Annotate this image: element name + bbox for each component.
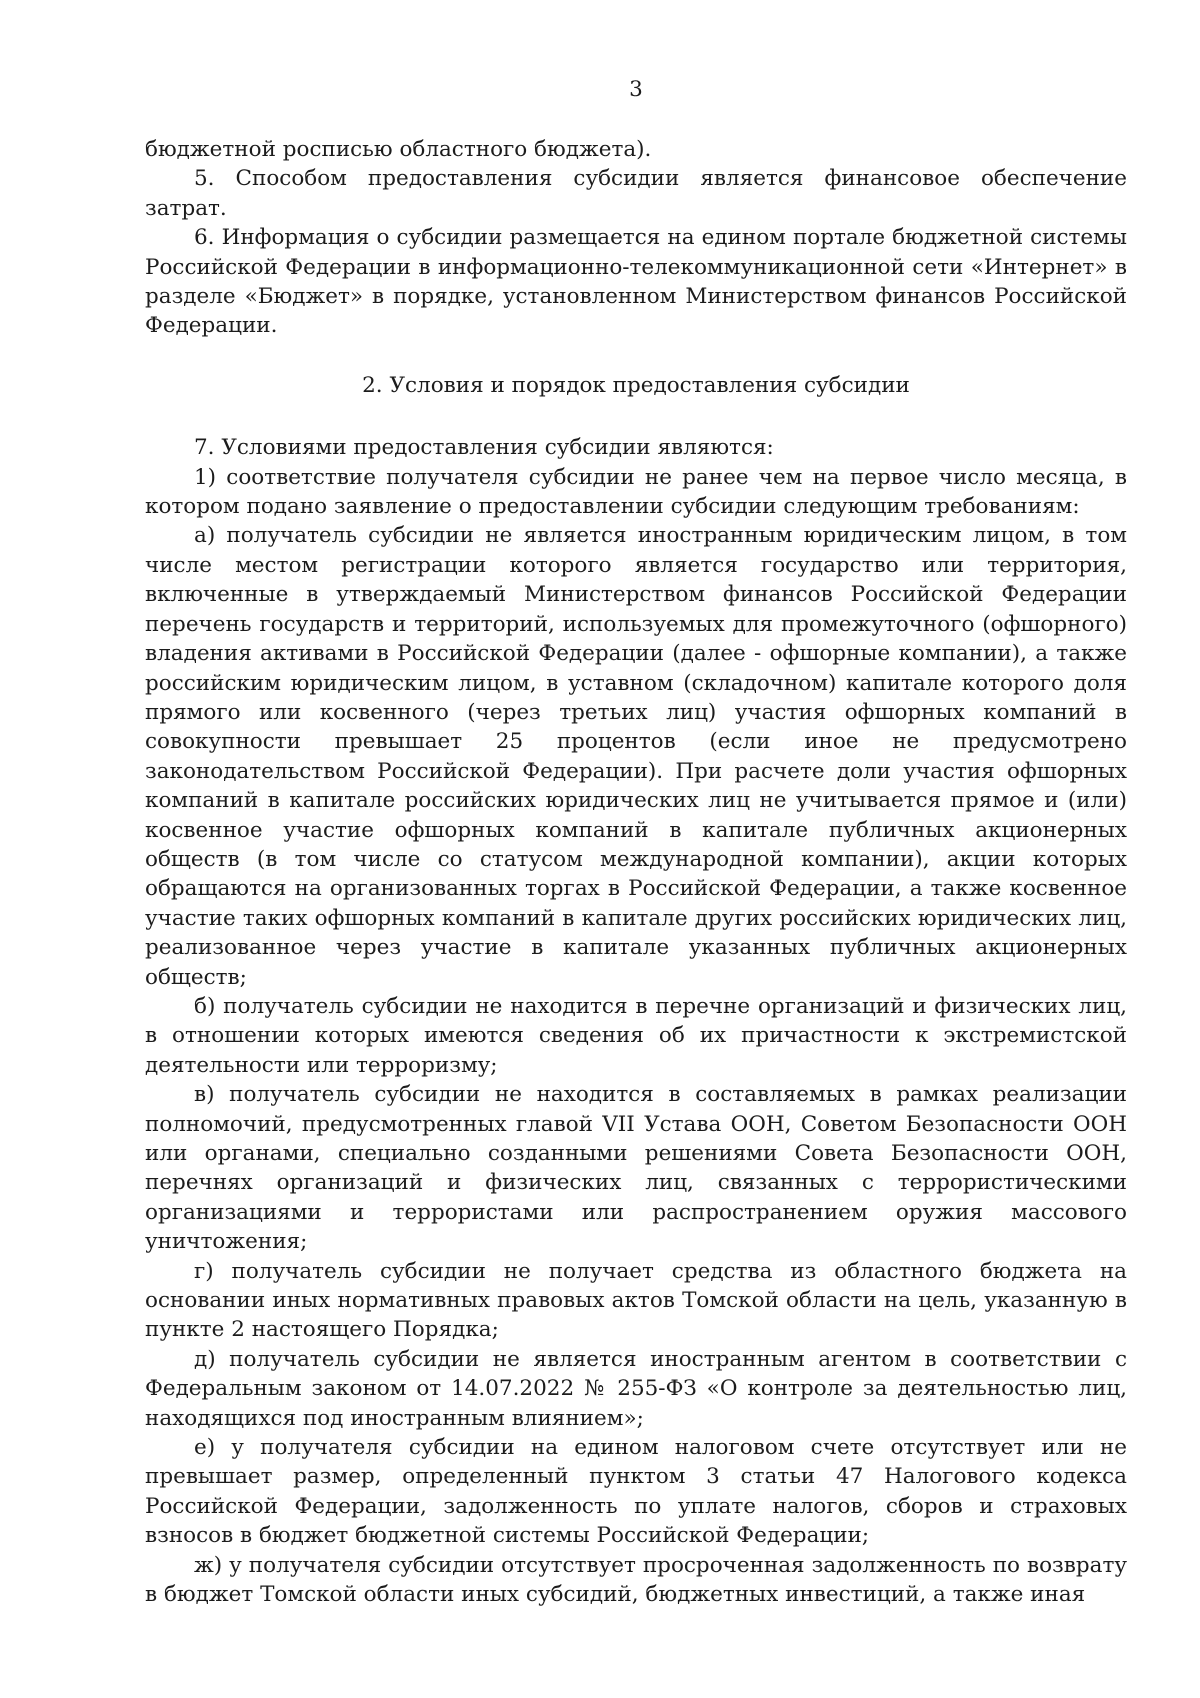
- paragraph-subitem-b: б) получатель субсидии не находится в перечне организаций и физических лиц, в отношении которых имеются сведения об их причастности к экстремистской деятельности или терроризму;: [145, 993, 1127, 1078]
- paragraph-subitem-v: в) получатель субсидии не находится в составляемых в рамках реализации полномочий, предусмотренных главой VII Устава ООН, Советом Безопасности ООН или органами, специально созданными решениями Совета Безопасности ООН, перечнях организаций и физических лиц, связанных с террористическими организациями и террористами или распространением оружия массового уничтожения;: [145, 1082, 1127, 1255]
- document-page: [145, 70, 1127, 1610]
- paragraph-subitem-d: д) получатель субсидии не является иностранным агентом в соответствии с Федеральным законом от 14.07.2022 № 255-ФЗ «О контроле за деятельностью лиц, находящихся под иностранным влиянием»;: [145, 1346, 1127, 1431]
- paragraph-item-5: 5. Способом предоставления субсидии является финансовое обеспечение затрат.: [145, 166, 1127, 221]
- paragraph-item-6: 6. Информация о субсидии размещается на едином портале бюджетной системы Российской Федерации в информационно-телекоммуникационной сети «Интернет» в разделе «Бюджет» в порядке, установленном Министерством финансов Российской Федерации.: [145, 225, 1127, 339]
- page-number: 3: [629, 77, 643, 102]
- paragraph-subitem-a: а) получатель субсидии не является иностранным юридическим лицом, в том числе местом регистрации которого является государство или территория, включенные в утверждаемый Министерством финансов Российской Федерации перечень государств и территорий, используемых для промежуточного (офшорного) владения активами в Российской Федерации (далее - офшорные компании), а также российским юридическим лицом, в уставном (складочном) капитале которого доля прямого или косвенного (через третьих лиц) участия офшорных компаний в совокупности превышает 25 процентов (если иное не предусмотрено законодательством Российской Федерации). При расчете доли участия офшорных компаний в капитале российских юридических лиц не учитывается прямое и (или) косвенное участие офшорных компаний в капитале публичных акционерных обществ (в том числе со статусом международной компании), акции которых обращаются на организованных торгах в Российской Федерации, а также косвенное участие таких офшорных компаний в капитале других российских юридических лиц, реализованное через участие в капитале указанных публичных акционерных обществ;: [145, 523, 1127, 990]
- paragraph-subitem-e: е) у получателя субсидии на едином налоговом счете отсутствует или не превышает размер, определенный пунктом 3 статьи 47 Налогового кодекса Российской Федерации, задолженность по уплате налогов, сборов и страховых взносов в бюджет бюджетной системы Российской Федерации;: [145, 1435, 1127, 1549]
- paragraph-subitem-zh: ж) у получателя субсидии отсутствует просроченная задолженность по возврату в бюджет Томской области иных субсидий, бюджетных инвестиций, а также иная: [145, 1552, 1127, 1608]
- paragraph-continuation: бюджетной росписью областного бюджета).: [145, 137, 652, 162]
- paragraph-item-7: 7. Условиями предоставления субсидии являются:: [194, 435, 774, 461]
- section-heading: 2. Условия и порядок предоставления субсидии: [362, 372, 910, 398]
- paragraph-subitem-1: 1) соответствие получателя субсидии не ранее чем на первое число месяца, в котором подано заявление о предоставлении субсидии следующим требованиям:: [145, 464, 1127, 520]
- paragraph-subitem-g: г) получатель субсидии не получает средства из областного бюджета на основании иных нормативных правовых актов Томской области на цель, указанную в пункте 2 настоящего Порядка;: [145, 1258, 1127, 1343]
